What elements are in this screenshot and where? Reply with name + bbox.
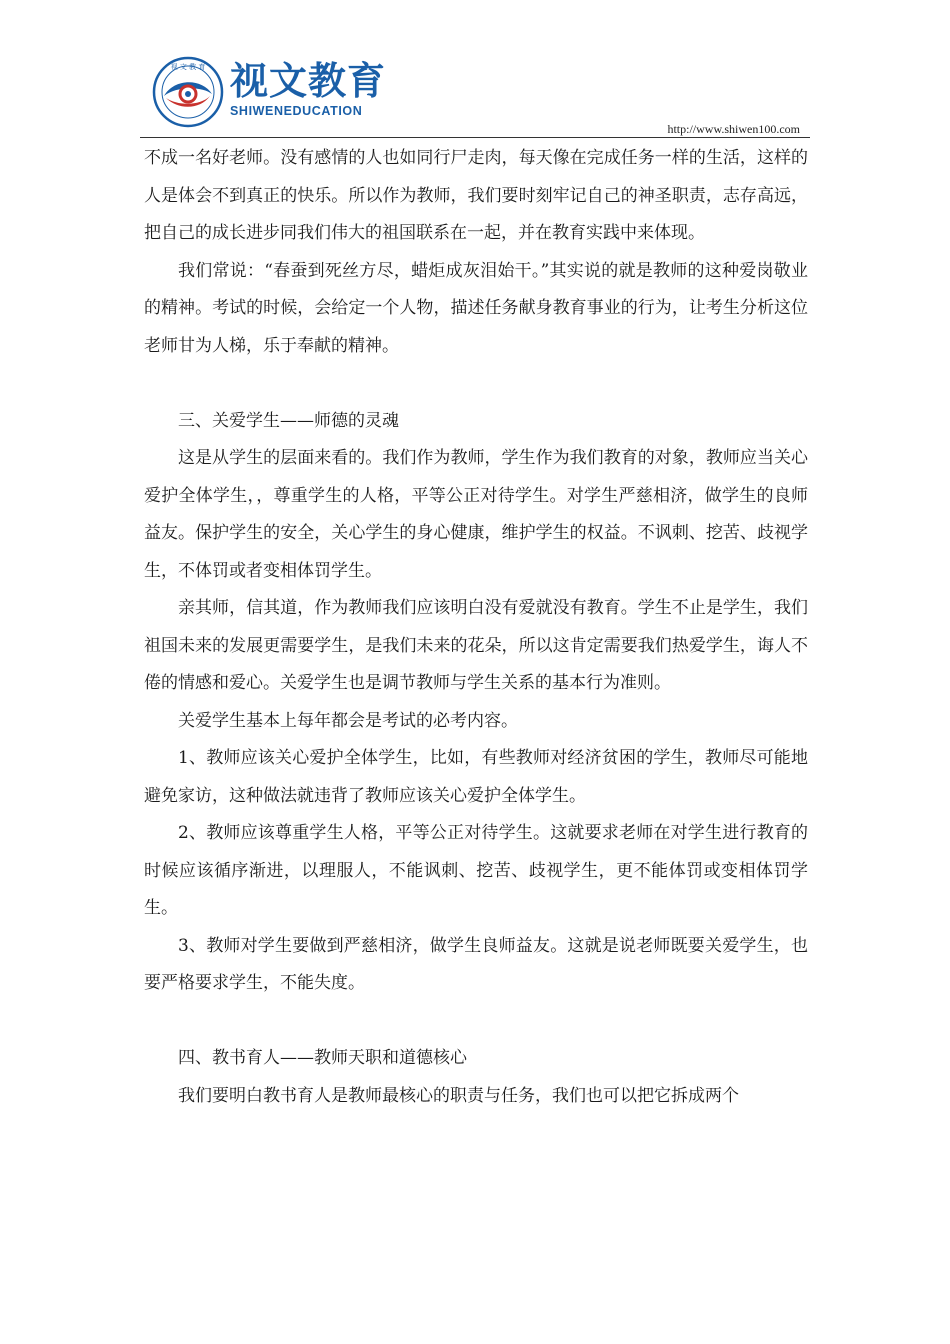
page-header [140, 52, 810, 140]
section-gap [144, 365, 808, 403]
paragraph-continuation: 不成一名好老师。没有感情的人也如同行尸走肉，每天像在完成任务一样的生活，这样的人是体会不到真正的快乐。所以作为教师，我们要时刻牢记自己的神圣职责，志存高远，把自己的成长进步同我们伟大的祖国联系在一起，并在教育实践中来体现。 [144, 148, 808, 243]
section-heading: 三、关爱学生——师德的灵魂 [178, 410, 399, 431]
header-divider [140, 137, 810, 138]
document-body [144, 140, 808, 1115]
list-item: 1、教师应该关心爱护全体学生，比如，有些教师对经济贫困的学生，教师尽可能地避免家访，这种做法就违背了教师应该关心爱护全体学生。 [144, 748, 808, 806]
svg-text:视 文 教 育: 视 文 教 育 [170, 63, 206, 71]
list-item: 3、教师对学生要做到严慈相济，做学生良师益友。这就是说老师既要关爱学生，也要严格要求学生，不能失度。 [144, 935, 808, 993]
paragraph: 我们常说：“春蚕到死丝方尽，蜡炬成灰泪始干。”其实说的就是教师的这种爱岗敬业的精神。考试的时候，会给定一个人物，描述任务献身教育事业的行为，让考生分析这位老师甘为人梯，乐于奉献的精神。 [144, 260, 808, 356]
paragraph: 关爱学生基本上每年都会是考试的必考内容。 [178, 710, 518, 731]
list-item: 2、教师应该尊重学生人格，平等公正对待学生。这就要求老师在对学生进行教育的时候应该循序渐进，以理服人，不能讽刺、挖苦、歧视学生，更不能体罚或变相体罚学生。 [144, 823, 808, 918]
paragraph: 这是从学生的层面来看的。我们作为教师，学生作为我们教育的对象，教师应当关心爱护全体学生，，尊重学生的人格，平等公正对待学生。对学生严慈相济，做学生的良师益友。保护学生的安全，关心学生的身心健康，维护学生的权益。不讽刺、挖苦、歧视学生，不体罚或者变相体罚学生。 [144, 448, 808, 581]
website-url[interactable]: http://www.shiwen100.com [667, 122, 800, 136]
paragraph: 亲其师，信其道，作为教师我们应该明白没有爱就没有教育。学生不止是学生，我们祖国未来的发展更需要学生，是我们未来的花朵，所以这肯定需要我们热爱学生，诲人不倦的情感和爱心。关爱学生也是调节教师与学生关系的基本行为准则。 [144, 598, 808, 693]
paragraph: 我们要明白教书育人是教师最核心的职责与任务，我们也可以把它拆成两个 [178, 1085, 739, 1106]
brand-name-cn: 视文教育 [230, 59, 387, 103]
brand [230, 60, 386, 118]
section-heading: 四、教书育人——教师天职和道德核心 [178, 1048, 467, 1068]
brand-name-en: SHIWENEDUCATION [230, 104, 363, 118]
section-gap [144, 1003, 808, 1041]
shiwen-logo-icon [152, 56, 224, 128]
